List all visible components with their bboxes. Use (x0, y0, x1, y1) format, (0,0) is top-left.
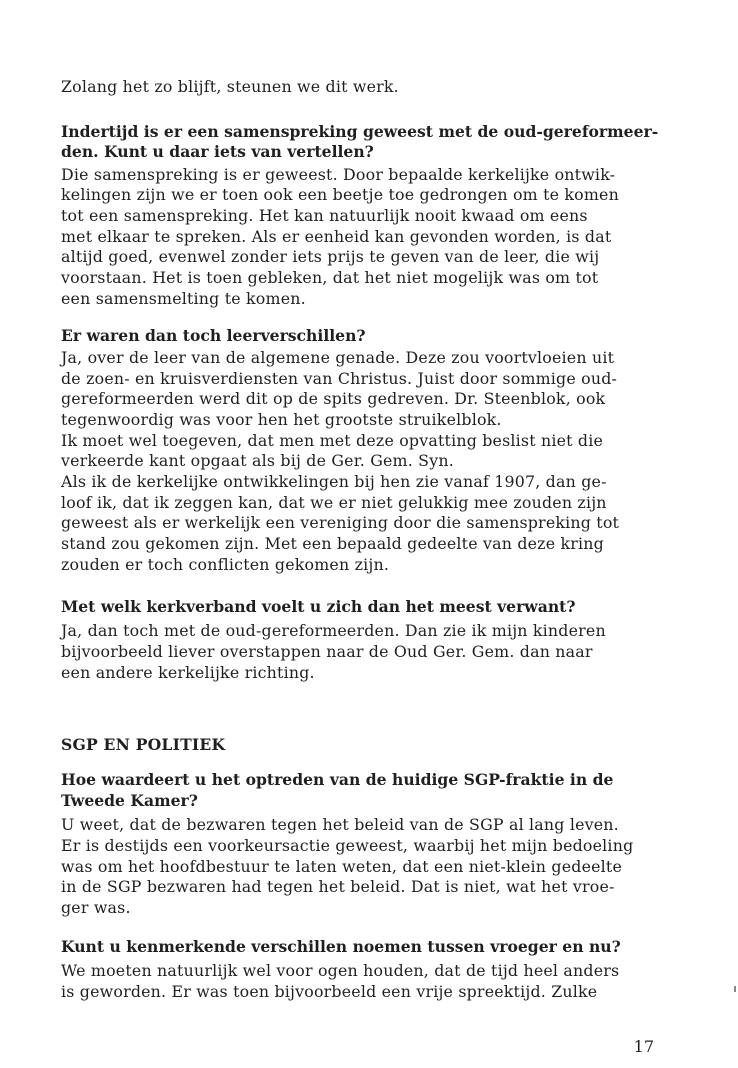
text-line: Ja, over de leer van de algemene genade. Deze zou voortvloeien uit (61, 348, 615, 367)
text-line: tot een samenspreking. Het kan natuurlijk nooit kwaad om eens (61, 206, 588, 225)
text-line: geweest als er werkelijk een vereniging door die samenspreking tot (61, 513, 620, 532)
section-heading: SGP EN POLITIEK (61, 735, 226, 754)
text-line: gereformeerden werd dit op de spits gedreven. Dr. Steenblok, ook (61, 389, 606, 408)
text-line: bijvoorbeeld liever overstappen naar de Oud Ger. Gem. dan naar (61, 642, 593, 661)
text-line: is geworden. Er was toen bijvoorbeeld een vrije spreektijd. Zulke (61, 982, 598, 1001)
text-line: de zoen- en kruisverdiensten van Christus. Juist door sommige oud- (61, 369, 618, 388)
text-line: ger was. (61, 898, 131, 917)
page-number: 17 (633, 1037, 654, 1056)
text-line: voorstaan. Het is toen gebleken, dat het niet mogelijk was om tot (61, 268, 599, 287)
text-line: zouden er toch conflicten gekomen zijn. (61, 555, 390, 574)
text-line: was om het hoofdbestuur te laten weten, dat een niet-klein gedeelte (61, 857, 623, 876)
margin-mark (734, 986, 736, 992)
text-line: tegenwoordig was voor hen het grootste struikelblok. (61, 410, 502, 429)
text-line: We moeten natuurlijk wel voor ogen houden, dat de tijd heel anders (61, 961, 620, 980)
question-line: Tweede Kamer? (61, 791, 198, 810)
text-line: in de SGP bezwaren had tegen het beleid. Dat is niet, wat het vroe- (61, 877, 615, 896)
question-line: Indertijd is er een samenspreking geweest met de oud-gereformeer- (61, 122, 659, 141)
question-line: den. Kunt u daar iets van vertellen? (61, 142, 374, 161)
text-line: kelingen zijn we er toen ook een beetje toe gedrongen om te komen (61, 185, 619, 204)
text-line: Ik moet wel toegeven, dat men met deze opvatting beslist niet die (61, 431, 604, 450)
text-line: met elkaar te spreken. Als er eenheid kan gevonden worden, is dat (61, 227, 612, 246)
text-line: U weet, dat de bezwaren tegen het beleid van de SGP al lang leven. (61, 815, 619, 834)
text-line: stand zou gekomen zijn. Met een bepaald gedeelte van deze kring (61, 534, 604, 553)
text-line: Ja, dan toch met de oud-gereformeerden. Dan zie ik mijn kinderen (61, 621, 606, 640)
question-line: Er waren dan toch leerverschillen? (61, 326, 366, 345)
text-line: altijd goed, evenwel zonder iets prijs te geven van de leer, die wij (61, 247, 600, 266)
text-line: loof ik, dat ik zeggen kan, dat we er niet gelukkig mee zouden zijn (61, 493, 607, 512)
text-line: Als ik de kerkelijke ontwikkelingen bij hen zie vanaf 1907, dan ge- (61, 472, 607, 491)
text-line: verkeerde kant opgaat als bij de Ger. Gem. Syn. (61, 451, 454, 470)
question-line: Met welk kerkverband voelt u zich dan het meest verwant? (61, 597, 576, 616)
text-line: een andere kerkelijke richting. (61, 663, 315, 682)
question-line: Hoe waardeert u het optreden van de huidige SGP-fraktie in de (61, 770, 614, 789)
question-line: Kunt u kenmerkende verschillen noemen tussen vroeger en nu? (61, 937, 621, 956)
text-line: Die samenspreking is er geweest. Door bepaalde kerkelijke ontwik- (61, 165, 616, 184)
text-line: Zolang het zo blijft, steunen we dit werk. (61, 77, 399, 96)
text-line: een samensmelting te komen. (61, 289, 306, 308)
text-line: Er is destijds een voorkeursactie geweest, waarbij het mijn bedoeling (61, 836, 634, 855)
